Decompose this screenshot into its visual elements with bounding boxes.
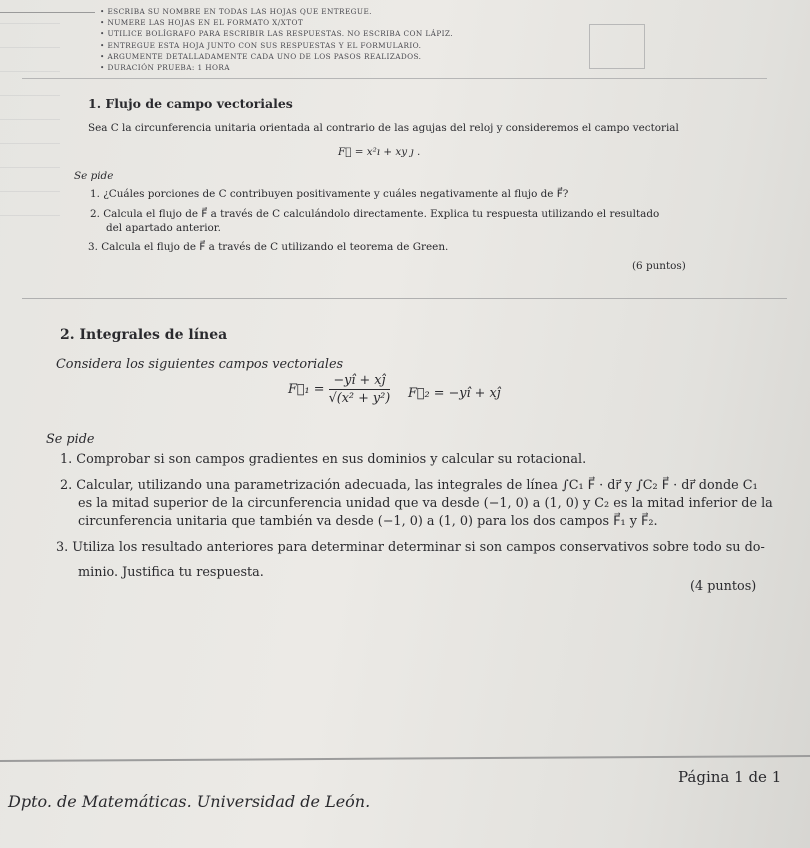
problem2-intro: Considera los siguientes campos vectoriales	[56, 357, 344, 372]
instructions-list	[100, 6, 580, 73]
problem2-title: 2. Integrales de línea	[60, 327, 228, 343]
problem2-item-3: 3. Utiliza los resultado anteriores para determinar determinar si son campos conservativos sobre todo su do-	[56, 540, 765, 555]
problem2-se-pide: Se pide	[46, 432, 95, 447]
problem2-item-1: 1. Comprobar si son campos gradientes en sus dominios y calcular su rotacional.	[60, 452, 587, 467]
footer-page-number: Página 1 de 1	[678, 768, 782, 786]
problem1-item-3: 3. Calcula el flujo de F⃗ a través de C utilizando el teorema de Green.	[88, 241, 449, 253]
divider	[22, 298, 787, 299]
problem1-field: F⃗ = x²ı + xy ȷ .	[338, 146, 421, 158]
problem1-intro: Sea C la circunferencia unitaria orientada al contrario de las agujas del reloj y consideremos el campo vectorial	[88, 122, 679, 134]
problem2-points: (4 puntos)	[690, 579, 757, 594]
instruction-item: • ESCRIBA SU NOMBRE EN TODAS LAS HOJAS QUE ENTREGUE.	[100, 6, 580, 17]
divider	[22, 78, 767, 79]
field-f1-denominator: √(x² + y²)	[328, 391, 391, 406]
instruction-item: • ARGUMENTE DETALLADAMENTE CADA UNO DE LOS PASOS REALIZADOS.	[100, 51, 580, 62]
field-f1-fraction	[329, 373, 391, 406]
top-rule	[0, 12, 95, 13]
problem1-title: 1. Flujo de campo vectoriales	[88, 96, 293, 111]
field-f2: F⃗₂ = −yı̂ + xȷ̂	[408, 386, 501, 401]
field-f1-lhs: F⃗₁ =	[288, 382, 325, 397]
problem2-item-2: 2. Calcular, utilizando una parametrización adecuada, las integrales de línea ∫C₁ F⃗ · dr⃗ y ∫C₂ F⃗ · dr⃗ donde C₁	[60, 478, 758, 493]
instruction-item: • UTILICE BOLÍGRAFO PARA ESCRIBIR LAS RESPUESTAS. NO ESCRIBA CON LÁPIZ.	[100, 28, 580, 39]
field-f1-numerator: −yı̂ + xȷ̂	[329, 373, 391, 390]
problem2-item-2-cont1: es la mitad superior de la circunferencia unidad que va desde (−1, 0) a (1, 0) y C₂ es la mitad inferior de la	[78, 496, 773, 511]
problem1-se-pide: Se pide	[74, 170, 114, 182]
problem2-item-2-cont2: circunferencia unitaria que también va desde (−1, 0) a (1, 0) para los dos campos F⃗₁ y F⃗₂.	[78, 514, 658, 529]
binder-lines	[0, 0, 60, 230]
footer-department: Dpto. de Matemáticas. Universidad de León.	[8, 792, 371, 811]
problem1-item-2-cont: del apartado anterior.	[106, 222, 221, 234]
problem1-item-2: 2. Calcula el flujo de F⃗ a través de C calculándolo directamente. Explica tu respuesta utilizando el resultado	[90, 208, 660, 220]
problem1-points: (6 puntos)	[632, 260, 686, 272]
grade-box	[589, 24, 645, 69]
problem1-item-1: 1. ¿Cuáles porciones de C contribuyen positivamente y cuáles negativamente al flujo de F⃗?	[90, 188, 569, 200]
instruction-item: • ENTREGUE ESTA HOJA JUNTO CON SUS RESPUESTAS Y EL FORMULARIO.	[100, 40, 580, 51]
field-f1	[288, 373, 390, 406]
problem2-item-3-cont: minio. Justifica tu respuesta.	[78, 565, 264, 580]
instruction-item: • DURACIÓN PRUEBA: 1 HORA	[100, 62, 580, 73]
instruction-item: • NUMERE LAS HOJAS EN EL FORMATO X/XTOT	[100, 17, 580, 28]
footer-rule	[0, 755, 810, 762]
